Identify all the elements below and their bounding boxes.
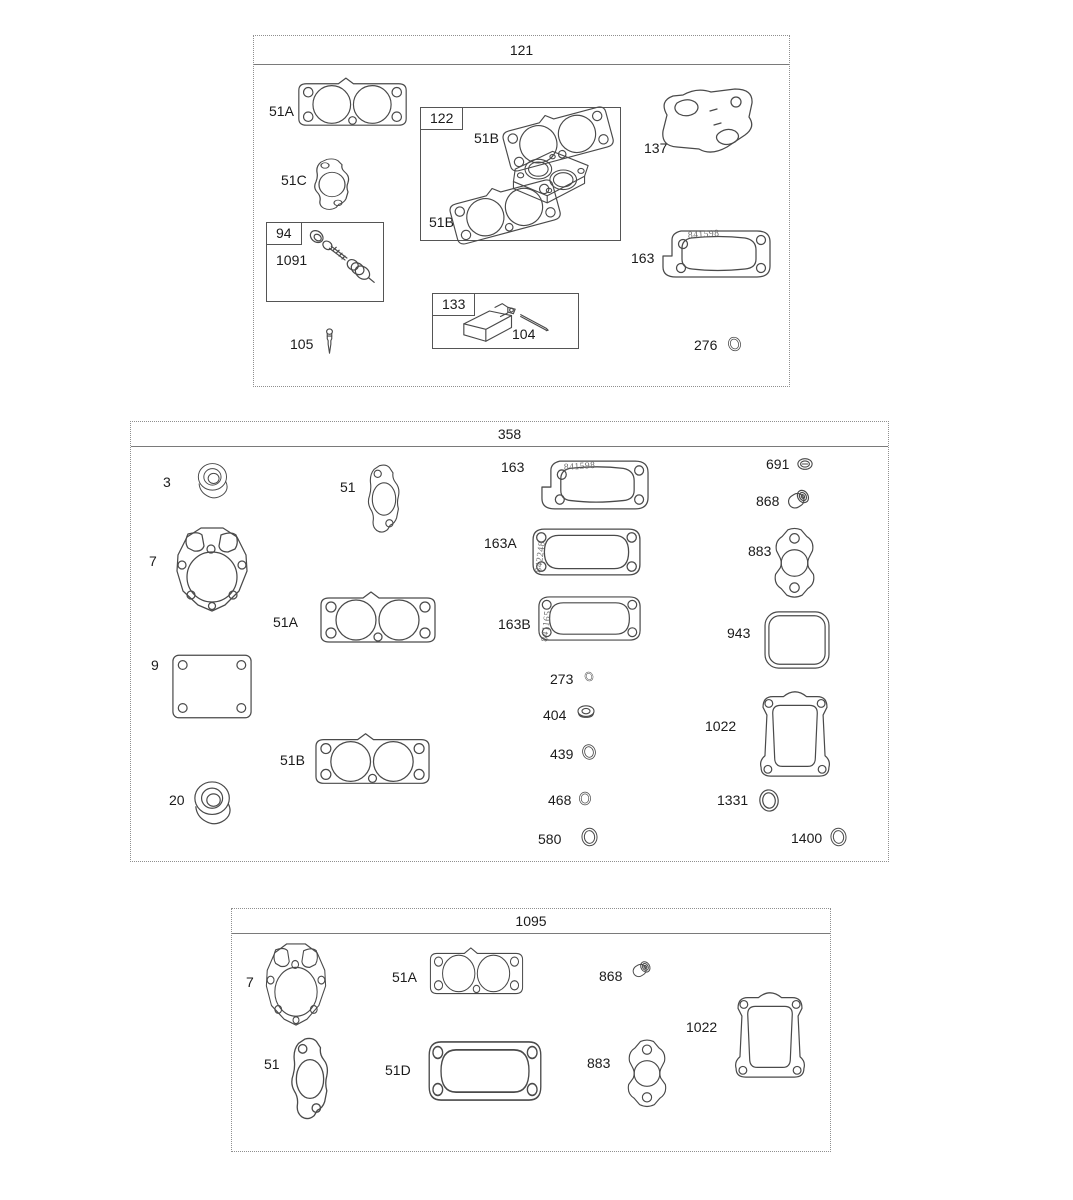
part-label-121-276: 276 [694, 337, 718, 353]
part-label-121-51c: 51C [281, 172, 307, 188]
kit-121-title: 121 [509, 42, 534, 58]
gasket-163a-drawing [530, 526, 643, 578]
part-label-358-943: 943 [727, 625, 751, 641]
part-label-358-163: 163 [501, 459, 525, 475]
kit-121-header [254, 36, 789, 65]
stamp-358-163: 841598 [563, 460, 596, 474]
part-label-358-20: 20 [169, 792, 185, 808]
part-label-1095-1022: 1022 [686, 1019, 718, 1035]
kit-1095-title: 1095 [515, 913, 547, 929]
oil-seal-3-drawing [196, 459, 232, 501]
seal-691-drawing [797, 457, 813, 471]
gasket-51a-drawing-358 [318, 591, 438, 648]
seal-468-drawing [578, 790, 592, 807]
subbox-94-label-text: 94 [276, 225, 292, 241]
part-label-358-51: 51 [340, 479, 356, 495]
gasket-943-drawing [762, 609, 832, 671]
part-label-1095-51d: 51D [385, 1062, 411, 1078]
part-label-358-691: 691 [766, 456, 790, 472]
valve-cover-gasket-1022-drawing-1095 [731, 987, 809, 1080]
valve-cover-gasket-1022-drawing-358 [756, 686, 834, 779]
part-label-1095-868: 868 [599, 968, 623, 984]
part-label-121-51b-top: 51B [474, 130, 499, 146]
gasket-51c-drawing [312, 158, 352, 211]
gasket-9-drawing [170, 652, 254, 721]
part-label-358-163a: 163A [484, 535, 517, 551]
part-label-121-104: 104 [512, 326, 536, 342]
part-label-358-580: 580 [538, 831, 562, 847]
subbox-94-label [266, 222, 302, 245]
part-label-121-163: 163 [631, 250, 655, 266]
part-label-358-1331: 1331 [717, 792, 749, 808]
part-label-358-9: 9 [151, 657, 159, 673]
gasket-51a-drawing [296, 77, 409, 131]
gasket-883-drawing-1095 [625, 1037, 669, 1110]
part-label-358-3: 3 [163, 474, 171, 490]
gasket-883-drawing-358 [771, 527, 818, 599]
subbox-133-label-text: 133 [442, 296, 466, 312]
head-gasket-7-drawing-1095 [263, 941, 329, 1027]
part-label-358-51b: 51B [280, 752, 305, 768]
subbox-122-label [420, 107, 463, 130]
seal-580-drawing [579, 825, 600, 849]
part-label-358-273: 273 [550, 671, 574, 687]
needle-valve-assembly-drawing [306, 227, 380, 289]
part-label-1095-51: 51 [264, 1056, 280, 1072]
gasket-51b-drawing-358 [313, 732, 432, 790]
oil-seal-20-drawing [192, 777, 236, 827]
part-label-358-51a: 51A [273, 614, 298, 630]
float-104-drawing [452, 300, 560, 344]
part-label-121-105: 105 [290, 336, 314, 352]
part-label-358-883: 883 [748, 543, 772, 559]
part-label-121-1091: 1091 [276, 252, 308, 268]
part-label-358-7: 7 [149, 553, 157, 569]
gasket-51d-drawing [426, 1038, 544, 1104]
part-label-358-439: 439 [550, 746, 574, 762]
stamp-358-163b: 841165 [540, 610, 554, 643]
needle-105-drawing [324, 328, 335, 355]
part-label-358-468: 468 [548, 792, 572, 808]
part-label-358-868: 868 [756, 493, 780, 509]
kit-358-title: 358 [497, 426, 522, 442]
gasket-51-drawing-1095 [289, 1037, 331, 1121]
seal-1331-drawing [755, 786, 782, 814]
plug-868-drawing-1095 [630, 958, 654, 980]
stamp-121-163: 841598 [687, 228, 720, 242]
part-label-121-137: 137 [644, 140, 668, 156]
seal-1400-drawing [827, 824, 849, 850]
part-label-358-404: 404 [543, 707, 567, 723]
plug-868-drawing-358 [785, 486, 813, 512]
part-label-358-163b: 163B [498, 616, 531, 632]
part-label-358-1022: 1022 [705, 718, 737, 734]
part-label-1095-883: 883 [587, 1055, 611, 1071]
gasket-51-drawing [366, 461, 402, 537]
kit-1095-header [232, 909, 830, 934]
part-label-1095-51a: 51A [392, 969, 417, 985]
part-label-1095-7: 7 [246, 974, 254, 990]
grommet-404-drawing [576, 704, 596, 720]
subbox-122-label-text: 122 [430, 110, 454, 126]
head-gasket-7-drawing-358 [173, 525, 251, 613]
part-label-358-1400: 1400 [791, 830, 823, 846]
kit-358-header [131, 422, 888, 447]
part-label-121-51b-bottom: 51B [429, 214, 454, 230]
gasket-51a-drawing-1095 [428, 947, 525, 999]
part-label-121-51a: 51A [269, 103, 294, 119]
gasket-137-drawing [654, 85, 762, 157]
stamp-358-163a: 842248 [534, 540, 548, 574]
